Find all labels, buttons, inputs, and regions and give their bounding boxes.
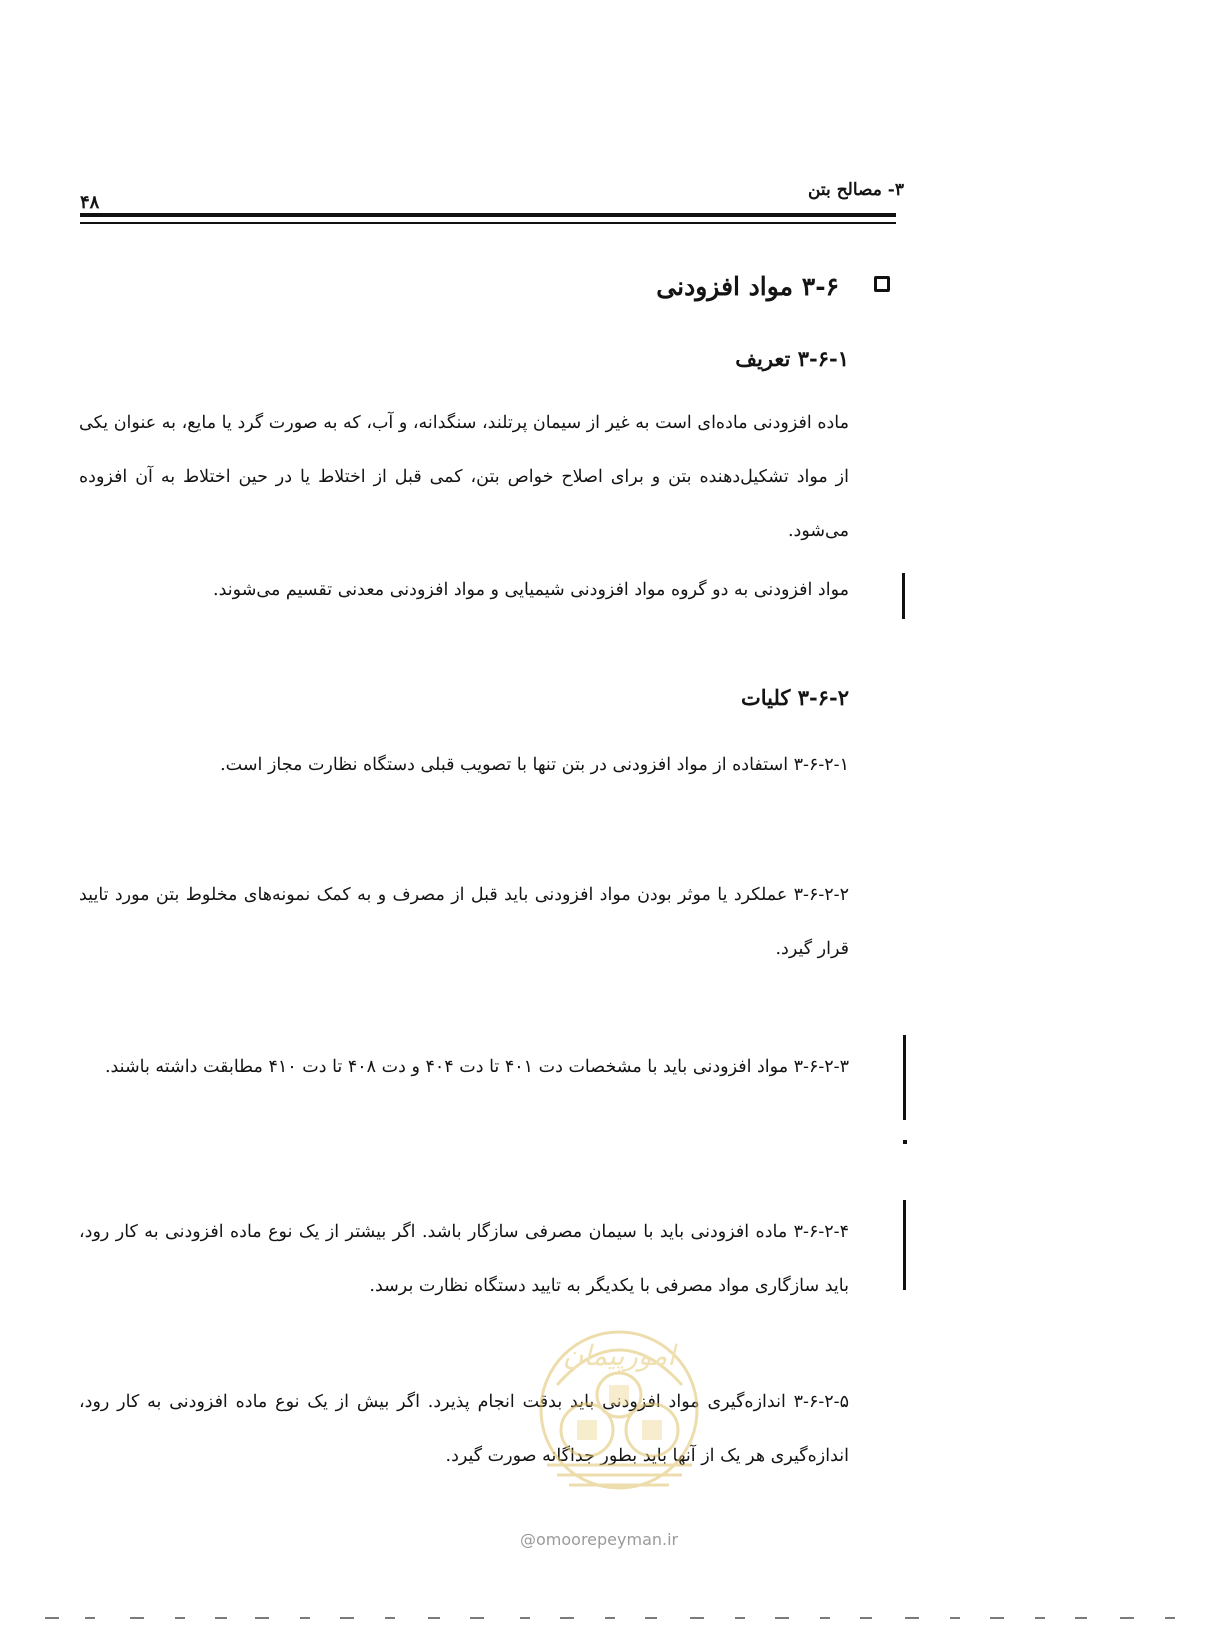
scan-artifact (45, 1617, 59, 1619)
header-rule-thin (80, 222, 896, 224)
scan-artifact (428, 1617, 440, 1619)
scan-artifact (175, 1617, 185, 1619)
section-title: ۳-۶ مواد افزودنی (656, 272, 839, 301)
classification-paragraph: مواد افزودنی به دو گروه مواد افزودنی شیمیایی و مواد افزودنی معدنی تقسیم می‌شوند. (213, 580, 849, 600)
scan-artifact (255, 1617, 269, 1619)
scan-artifact (560, 1617, 574, 1619)
scan-artifact (1120, 1617, 1134, 1619)
scan-artifact (775, 1617, 789, 1619)
general-item-5: ۳-۶-۲-۵ اندازه‌گیری مواد افزودنی باید بدقت انجام پذیرد. اگر بیش از یک نوع ماده افزودنی به کار رود، اندازه‌گیری هر یک از آنها باید بطور جداگانه صورت گیرد. (79, 1392, 849, 1466)
scan-artifact (990, 1617, 1004, 1619)
scan-artifact (130, 1617, 144, 1619)
scan-artifact (605, 1617, 615, 1619)
scan-artifact (340, 1617, 354, 1619)
scan-artifact (300, 1617, 310, 1619)
general-item-1: ۳-۶-۲-۱ استفاده از مواد افزودنی در بتن تنها با تصویب قبلی دستگاه نظارت مجاز است. (220, 755, 849, 775)
scan-artifact (1165, 1617, 1175, 1619)
scan-artifact (520, 1617, 530, 1619)
scan-artifact (645, 1617, 657, 1619)
section-box-icon (874, 276, 890, 292)
general-item-2: ۳-۶-۲-۲ عملکرد یا موثر بودن مواد افزودنی باید قبل از مصرف و به کمک نمونه‌های مخلوط بتن مورد تایید قرار گیرد. (79, 885, 849, 959)
revision-bar (903, 1035, 906, 1120)
scan-artifact (735, 1617, 745, 1619)
scan-artifact (385, 1617, 395, 1619)
scan-artifact (215, 1617, 227, 1619)
definition-paragraph: ماده افزودنی ماده‌ای است به غیر از سیمان پرتلند، سنگدانه، و آب، که به صورت گرد یا مایع، به عنوان یکی از مواد تشکیل‌دهنده بتن و برای اصلاح خواص بتن، کمی قبل از اختلاط یا در حین اختلاط به آن افزوده می‌شود. (79, 413, 849, 541)
scan-artifact (860, 1617, 872, 1619)
general-item-3: ۳-۶-۲-۳ مواد افزودنی باید با مشخصات دت ۴۰۱ تا دت ۴۰۴ و دت ۴۰۸ تا دت ۴۱۰ مطابقت داشته باشند. (104, 1057, 849, 1077)
svg-text:امورپیمان: امورپیمان (562, 1339, 676, 1372)
scan-artifact (1075, 1617, 1087, 1619)
subsection-title-definition: ۳-۶-۱ تعریف (735, 346, 849, 371)
scan-artifact (85, 1617, 95, 1619)
subsection-title-general: ۳-۶-۲ کلیات (740, 685, 849, 710)
scan-artifact (470, 1617, 484, 1619)
revision-bar (903, 1200, 906, 1290)
revision-bar (902, 573, 905, 619)
watermark-logo (517, 1325, 722, 1495)
scan-artifact (690, 1617, 704, 1619)
scan-artifact (905, 1617, 919, 1619)
margin-dot (903, 1140, 907, 1144)
header-rule-thick (80, 213, 896, 217)
general-item-4: ۳-۶-۲-۴ ماده افزودنی باید با سیمان مصرفی سازگار باشد. اگر بیشتر از یک نوع ماده افزودنی به کار رود، باید سازگاری مواد مصرفی با یکدیگر به تایید دستگاه نظارت برسد. (79, 1222, 849, 1296)
scan-artifact (950, 1617, 960, 1619)
scan-artifact (1035, 1617, 1045, 1619)
scan-artifact (820, 1617, 830, 1619)
chapter-title: ۳- مصالح بتن (807, 180, 904, 200)
page-number: ۴۸ (80, 192, 100, 213)
watermark-url: @omoorepeyman.ir (520, 1530, 679, 1549)
